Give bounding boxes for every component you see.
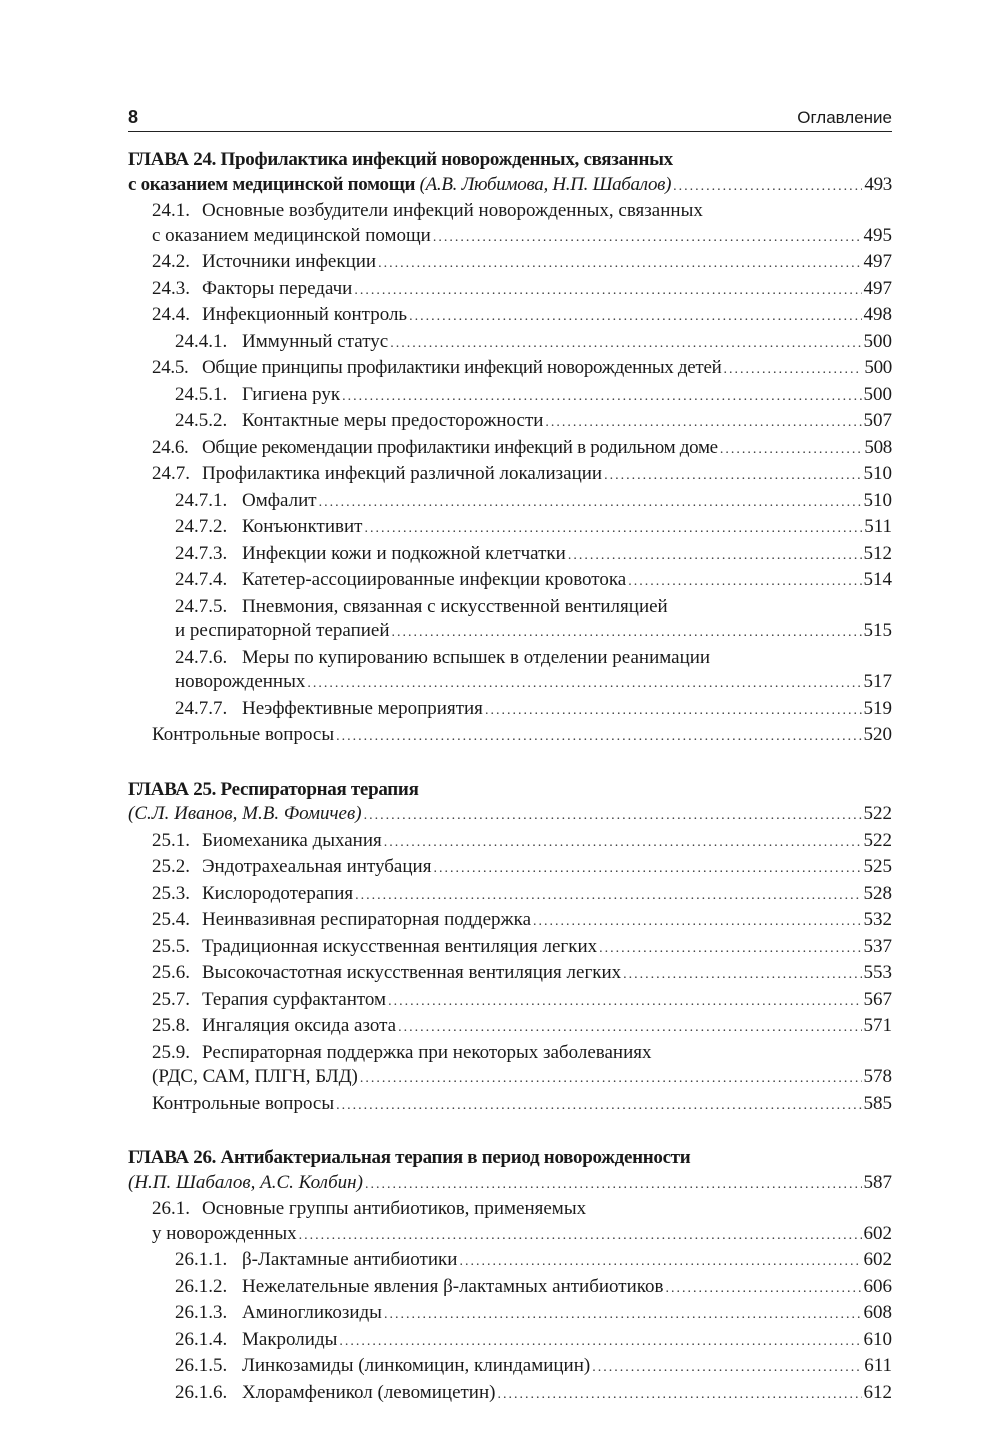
toc-entry-cont[interactable]: у новорожденных ..... 602 [128, 1222, 892, 1249]
toc-subentry[interactable]: 24.7.4. Катетер-ассоциированные инфекции кровотока ..... 514 [128, 568, 892, 595]
toc-subentry-cont[interactable]: и респираторной терапией ..... 515 [128, 619, 892, 646]
chapter-authors-row[interactable] [128, 802, 892, 829]
toc-entry-cont[interactable]: с оказанием медицинской помощи ..... 495 [128, 224, 892, 251]
running-head [128, 100, 892, 132]
toc-subentry[interactable]: 24.7.6. Меры по купированию вспышек в отделении реанимации [175, 646, 711, 668]
toc-subentry[interactable]: 26.1.2. Нежелательные явления β-лактамных антибиотиков ..... 606 [128, 1275, 892, 1302]
toc-subentry[interactable]: 24.5.2. Контактные меры предосторожности ..... 507 [128, 409, 892, 436]
toc-subentry[interactable]: 24.7.3. Инфекции кожи и подкожной клетчатки ..... 512 [128, 542, 892, 569]
chapter-25 [128, 778, 892, 1119]
toc-subentry[interactable]: 26.1.1. β-Лактамные антибиотики ..... 602 [128, 1248, 892, 1275]
chapter-title-cont[interactable]: с оказанием медицинской помощи (А.В. Любимова, Н.П. Шабалов) ..... 493 [128, 173, 892, 200]
chapter-authors: (А.В. Любимова, Н.П. Шабалов) [419, 173, 672, 195]
toc-entry[interactable]: 25.7. Терапия сурфактантом ..... 567 [128, 988, 892, 1015]
toc-entry[interactable]: 24.2. Источники инфекции ..... 497 [128, 250, 892, 277]
toc-subentry[interactable]: 24.5.1. Гигиена рук ..... 500 [128, 383, 892, 410]
toc-entry[interactable]: 25.6. Высокочастотная искусственная вентиляция легких ..... 553 [128, 961, 892, 988]
toc-entry[interactable]: 24.4. Инфекционный контроль ..... 498 [128, 303, 892, 330]
toc-entry[interactable]: 25.1. Биомеханика дыхания ..... 522 [128, 829, 892, 856]
chapter-authors-row[interactable] [128, 1171, 892, 1198]
chapter-26 [128, 1146, 892, 1407]
chapter-authors: (Н.П. Шабалов, А.С. Колбин) [128, 1171, 363, 1193]
toc-page [128, 100, 892, 1407]
toc-subentry[interactable]: 24.7.7. Неэффективные мероприятия ..... 519 [128, 697, 892, 724]
toc-subentry[interactable]: 24.7.1. Омфалит ..... 510 [128, 489, 892, 516]
section-title: Оглавление [797, 108, 892, 127]
page-number: 8 [128, 107, 139, 127]
page-ref: 587 [863, 1171, 892, 1193]
chapter-authors: (С.Л. Иванов, М.В. Фомичев) [128, 803, 362, 824]
chapter-title[interactable]: ГЛАВА 25. Респираторная терапия [128, 778, 419, 800]
toc-entry[interactable]: 24.7. Профилактика инфекций различной локализации ..... 510 [128, 462, 892, 489]
chapter-title[interactable]: ГЛАВА 26. Антибактериальная терапия в период новорожденности [128, 1147, 691, 1168]
toc-entry[interactable]: 26.1. Основные группы антибиотиков, применяемых [152, 1198, 587, 1219]
page-ref: 522 [863, 803, 892, 824]
toc-entry[interactable]: 25.5. Традиционная искусственная вентиляция легких ..... 537 [128, 935, 892, 962]
toc-subentry[interactable]: 24.7.5. Пневмония, связанная с искусственной вентиляцией [175, 595, 668, 617]
toc-entry[interactable]: 25.3. Кислородотерапия ..... 528 [128, 882, 892, 909]
toc-entry[interactable]: 25.4. Неинвазивная респираторная поддержка ..... 532 [128, 908, 892, 935]
toc-subentry[interactable]: 24.4.1. Иммунный статус ..... 500 [128, 330, 892, 357]
toc-entry[interactable]: 25.2. Эндотрахеальная интубация ..... 525 [128, 855, 892, 882]
toc-entry-cont[interactable]: (РДС, САМ, ПЛГН, БЛД) ..... 578 [128, 1065, 892, 1092]
toc-entry[interactable]: 24.3. Факторы передачи ..... 497 [128, 277, 892, 304]
toc-subentry[interactable]: 26.1.3. Аминогликозиды ..... 608 [128, 1301, 892, 1328]
page-ref: 493 [864, 173, 892, 195]
chapter-title[interactable]: ГЛАВА 24. Профилактика инфекций новорожденных, связанных [128, 149, 673, 170]
toc-entry[interactable]: 24.6. Общие рекомендации профилактики инфекций в родильном доме ..... 508 [128, 436, 892, 463]
toc-entry-questions[interactable]: Контрольные вопросы ..... 585 [128, 1092, 892, 1119]
toc-entry[interactable]: 25.8. Ингаляция оксида азота ..... 571 [128, 1014, 892, 1041]
toc-entry-questions[interactable]: Контрольные вопросы ..... 520 [128, 723, 892, 750]
toc-entry[interactable]: 24.5. Общие принципы профилактики инфекций новорожденных детей ..... 500 [128, 356, 892, 383]
toc-entry[interactable]: 25.9. Респираторная поддержка при некоторых заболеваниях [152, 1041, 652, 1063]
toc-subentry[interactable]: 24.7.2. Конъюнктивит ..... 511 [128, 515, 892, 542]
toc-subentry-cont[interactable]: новорожденных ..... 517 [128, 670, 892, 697]
toc-subentry[interactable]: 26.1.6. Хлорамфеникол (левомицетин) ..... 612 [128, 1381, 892, 1408]
chapter-24 [128, 148, 892, 750]
toc-subentry[interactable]: 26.1.5. Линкозамиды (линкомицин, клиндамицин) ..... 611 [128, 1354, 892, 1381]
toc-subentry[interactable]: 26.1.4. Макролиды ..... 610 [128, 1328, 892, 1355]
toc-entry[interactable]: 24.1. Основные возбудители инфекций новорожденных, связанных [152, 200, 703, 221]
